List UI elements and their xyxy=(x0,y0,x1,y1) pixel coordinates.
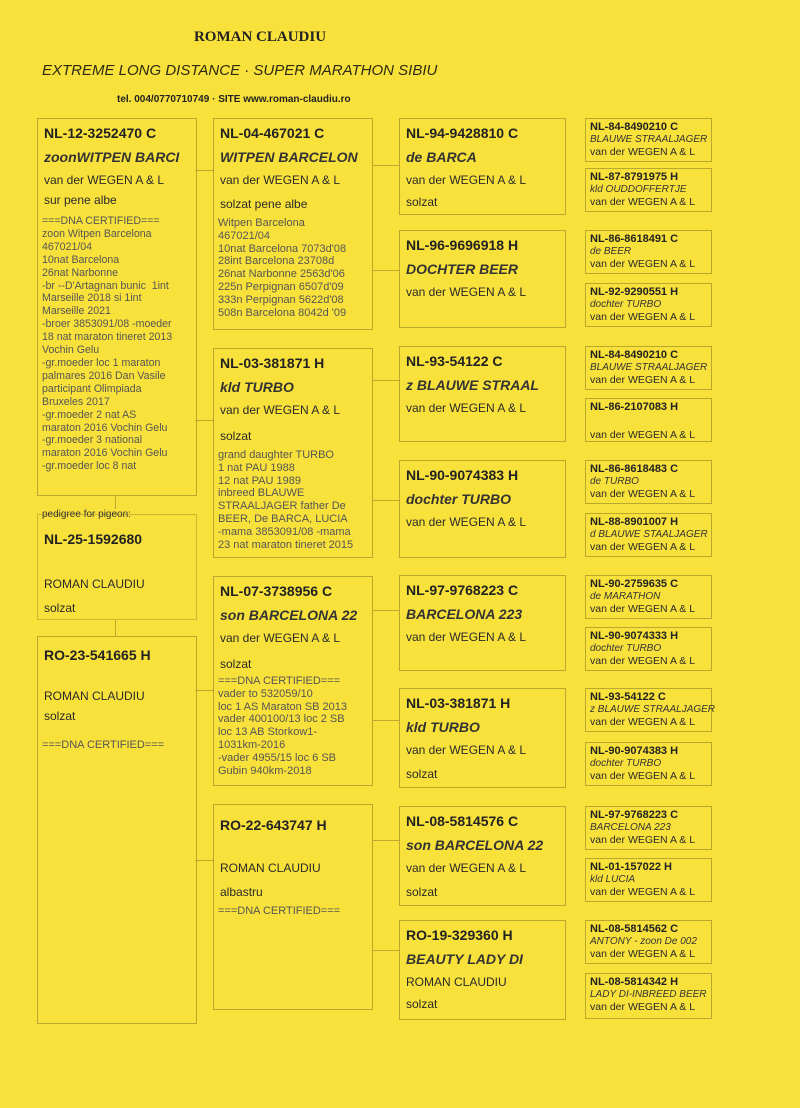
ring-number: NL-90-9074383 H xyxy=(406,467,519,483)
ring-number: NL-92-9290551 H xyxy=(590,286,679,298)
ring-number: NL-03-381871 H xyxy=(406,695,511,711)
ring-number: NL-90-2759635 C xyxy=(590,578,679,590)
ring-number: NL-84-8490210 C xyxy=(590,349,679,361)
color: sur pene albe xyxy=(44,193,117,207)
breeder: ROMAN CLAUDIU xyxy=(406,975,507,989)
subtitle: EXTREME LONG DISTANCE · SUPER MARATHON SIBIU xyxy=(42,62,438,79)
dam-notes: ===DNA CERTIFIED=== xyxy=(42,739,165,751)
connector-line xyxy=(373,500,399,501)
pigeon-name: LADY DI-INBREED BEER xyxy=(590,989,707,1000)
great-grandparent-card xyxy=(399,230,566,328)
pigeon-name: de MARATHON xyxy=(590,591,661,602)
ancestor-card xyxy=(585,920,712,964)
pigeon-name: BLAUWE STRAALJAGER xyxy=(590,134,708,145)
breeder: van der WEGEN A & L xyxy=(590,834,696,846)
ancestor-card xyxy=(585,118,712,162)
connector-line xyxy=(373,165,399,166)
pigeon-name: z BLAUWE STRAAL xyxy=(406,377,539,393)
pigeon-name: dochter TURBO xyxy=(590,299,662,310)
ring-number: NL-94-9428810 C xyxy=(406,125,519,141)
ring-number: NL-86-8618483 C xyxy=(590,463,679,475)
ancestor-card xyxy=(585,742,712,786)
ring-number: NL-08-5814342 H xyxy=(590,976,679,988)
ring-number: NL-90-9074333 H xyxy=(590,630,679,642)
ancestor-card xyxy=(585,398,712,442)
color: solzat xyxy=(220,657,252,671)
ring-number: NL-86-8618491 C xyxy=(590,233,679,245)
ring-number: NL-04-467021 C xyxy=(220,125,325,141)
pigeon-name: dochter TURBO xyxy=(406,491,511,507)
notes: Witpen Barcelona 467021/04 10nat Barcelona 7073d'08 28int Barcelona 23708d 26nat Narbonne 2563d'06 225n Perpignan 6507d'09 333n Perpignan 5622d'08 508n Barcelona 8042d '09 xyxy=(218,217,347,319)
color: solzat xyxy=(406,885,438,899)
breeder: van der WEGEN A & L xyxy=(590,770,696,782)
pigeon-name: zoonWITPEN BARCI xyxy=(44,149,180,165)
connector-line xyxy=(373,380,399,381)
ancestor-card xyxy=(585,858,712,902)
pigeon-name: de TURBO xyxy=(590,476,639,487)
ring-number: RO-19-329360 H xyxy=(406,927,513,943)
color: solzat xyxy=(406,767,438,781)
ancestor-card xyxy=(585,575,712,619)
breeder: van der WEGEN A & L xyxy=(406,861,527,875)
pedigree-label: pedigree for pigeon: xyxy=(42,509,131,520)
breeder: van der WEGEN A & L xyxy=(590,1001,696,1013)
breeder: van der WEGEN A & L xyxy=(590,429,696,441)
connector-line xyxy=(115,620,116,636)
pigeon-name: kld OUDDOFFERTJE xyxy=(590,184,687,195)
pigeon-name: kld TURBO xyxy=(406,719,480,735)
ancestor-card xyxy=(585,283,712,327)
subject-breeder: ROMAN CLAUDIU xyxy=(44,577,145,591)
ancestor-card xyxy=(585,688,716,732)
breeder: van der WEGEN A & L xyxy=(590,258,696,270)
connector-line xyxy=(373,270,399,271)
breeder: van der WEGEN A & L xyxy=(590,488,696,500)
breeder: van der WEGEN A & L xyxy=(590,716,696,728)
ancestor-card xyxy=(585,168,712,212)
breeder: van der WEGEN A & L xyxy=(44,173,165,187)
subject-card xyxy=(37,514,197,620)
color: albastru xyxy=(220,885,263,899)
breeder: van der WEGEN A & L xyxy=(590,655,696,667)
color: solzat pene albe xyxy=(220,197,308,211)
breeder: van der WEGEN A & L xyxy=(590,948,696,960)
ancestor-card xyxy=(585,230,712,274)
ring-number: NL-87-8791975 H xyxy=(590,171,679,183)
connector-line xyxy=(196,170,214,171)
connector-line xyxy=(196,860,214,861)
ring-number: NL-01-157022 H xyxy=(590,861,672,873)
pigeon-name: kld LUCIA xyxy=(590,874,636,885)
ancestor-card xyxy=(585,346,712,390)
ring-number: NL-12-3252470 C xyxy=(44,125,157,141)
connector-line xyxy=(373,840,399,841)
pigeon-name: son BARCELONA 22 xyxy=(220,607,358,623)
sire-notes: ===DNA CERTIFIED=== zoon Witpen Barcelona 467021/04 10nat Barcelona 26nat Narbonne -br --D'Artagnan bunic 1int Marseille 2018 si 1int Marseille 2021 -broer 3853091/08 -moeder 18 nat maraton tineret 2013 Vochin Gelu -gr.moeder loc 1 maraton palmares 2016 Dan Vasile participant Olimpiada Bruxeles 2017 -gr.moeder 2 nat AS maraton 2016 Vochin Gelu -gr.moeder 3 national maraton 2016 Vochin Gelu -gr.moeder loc 8 nat xyxy=(42,215,173,473)
breeder: van der WEGEN A & L xyxy=(406,630,527,644)
breeder: van der WEGEN A & L xyxy=(406,401,527,415)
breeder: van der WEGEN A & L xyxy=(220,631,341,645)
breeder: van der WEGEN A & L xyxy=(406,173,527,187)
pigeon-name: BLAUWE STRAALJAGER xyxy=(590,362,708,373)
notes: ===DNA CERTIFIED=== xyxy=(218,905,341,917)
ring-number: NL-84-8490210 C xyxy=(590,121,679,133)
grandparent-card xyxy=(213,118,373,330)
ring-number: NL-97-9768223 C xyxy=(590,809,679,821)
pigeon-name: d BLAUWE STAALJAGER xyxy=(590,529,708,540)
ring-number: RO-23-541665 H xyxy=(44,647,151,663)
color: solzat xyxy=(44,709,76,723)
grandparent-card xyxy=(213,348,373,558)
connector-line xyxy=(196,420,214,421)
great-grandparent-card xyxy=(399,118,566,215)
pigeon-name: kld TURBO xyxy=(220,379,294,395)
subject-color: solzat xyxy=(44,601,76,615)
color: solzat xyxy=(406,195,438,209)
breeder: van der WEGEN A & L xyxy=(590,196,696,208)
grandparent-card xyxy=(213,804,373,1010)
ancestor-card xyxy=(585,460,712,504)
pigeon-name: ANTONY - zoon De 002 xyxy=(590,936,697,947)
ring-number: NL-08-5814562 C xyxy=(590,923,679,935)
breeder: van der WEGEN A & L xyxy=(590,541,696,553)
great-grandparent-card xyxy=(399,346,566,442)
ancestor-card xyxy=(585,513,712,557)
pigeon-name: dochter TURBO xyxy=(590,758,662,769)
connector-line xyxy=(373,950,399,951)
breeder: van der WEGEN A & L xyxy=(590,886,696,898)
connector-line xyxy=(373,610,399,611)
ring-number: NL-88-8901007 H xyxy=(590,516,679,528)
contact-line: tel. 004/0770710749 · SITE www.roman-claudiu.ro xyxy=(117,94,351,105)
breeder: van der WEGEN A & L xyxy=(406,285,527,299)
breeder: van der WEGEN A & L xyxy=(220,403,341,417)
pigeon-name: de BEER xyxy=(590,246,632,257)
breeder: van der WEGEN A & L xyxy=(406,515,527,529)
pigeon-name: z BLAUWE STRAALJAGER xyxy=(590,704,716,715)
color: solzat xyxy=(220,429,252,443)
pigeon-name: BARCELONA 223 xyxy=(406,606,523,622)
breeder: van der WEGEN A & L xyxy=(590,146,696,158)
ring-number: NL-90-9074383 H xyxy=(590,745,679,757)
sire-card xyxy=(37,118,197,496)
breeder: van der WEGEN A & L xyxy=(406,743,527,757)
ring-number: NL-03-381871 H xyxy=(220,355,325,371)
ring-number: NL-93-54122 C xyxy=(590,691,666,703)
breeder: van der WEGEN A & L xyxy=(590,311,696,323)
connector-line xyxy=(373,720,399,721)
notes: grand daughter TURBO 1 nat PAU 1988 12 nat PAU 1989 inbreed BLAUWE STRAALJAGER father De BEER, De BARCA, LUCIA -mama 3853091/08 -mama 23 nat maraton tineret 2015 xyxy=(218,449,354,551)
subject-ring: NL-25-1592680 xyxy=(44,531,143,547)
great-grandparent-card xyxy=(399,460,566,558)
great-grandparent-card xyxy=(399,806,566,906)
breeder-title: ROMAN CLAUDIU xyxy=(193,29,327,45)
grandparent-card xyxy=(213,576,373,786)
breeder: ROMAN CLAUDIU xyxy=(220,861,321,875)
ring-number: RO-22-643747 H xyxy=(220,817,327,833)
ring-number: NL-86-2107083 H xyxy=(590,401,679,413)
great-grandparent-card xyxy=(399,920,566,1020)
breeder: van der WEGEN A & L xyxy=(590,603,696,615)
ring-number: NL-97-9768223 C xyxy=(406,582,519,598)
ring-number: NL-07-3738956 C xyxy=(220,583,333,599)
ring-number: NL-96-9696918 H xyxy=(406,237,519,253)
pigeon-name: dochter TURBO xyxy=(590,643,662,654)
dam-card xyxy=(37,636,197,1024)
color: solzat xyxy=(406,997,438,1011)
connector-line xyxy=(196,690,214,691)
breeder: van der WEGEN A & L xyxy=(220,173,341,187)
notes: ===DNA CERTIFIED=== vader to 532059/10 loc 1 AS Maraton SB 2013 vader 400100/13 loc 2 SB loc 13 AB Storkow1- 1031km-2016 -vader 4955/15 loc 6 SB Gubin 940km-2018 xyxy=(218,675,348,777)
great-grandparent-card xyxy=(399,688,566,788)
great-grandparent-card xyxy=(399,575,566,671)
ancestor-card xyxy=(585,627,712,671)
pigeon-name: DOCHTER BEER xyxy=(406,261,519,277)
pigeon-name: WITPEN BARCELON xyxy=(220,149,358,165)
ancestor-card xyxy=(585,973,712,1019)
pigeon-name: BARCELONA 223 xyxy=(590,822,671,833)
pigeon-name: de BARCA xyxy=(406,149,477,165)
ring-number: NL-93-54122 C xyxy=(406,353,503,369)
ring-number: NL-08-5814576 C xyxy=(406,813,519,829)
pigeon-name: BEAUTY LADY DI xyxy=(406,951,523,967)
pigeon-name: son BARCELONA 22 xyxy=(406,837,544,853)
breeder: ROMAN CLAUDIU xyxy=(44,689,145,703)
breeder: van der WEGEN A & L xyxy=(590,374,696,386)
ancestor-card xyxy=(585,806,712,850)
